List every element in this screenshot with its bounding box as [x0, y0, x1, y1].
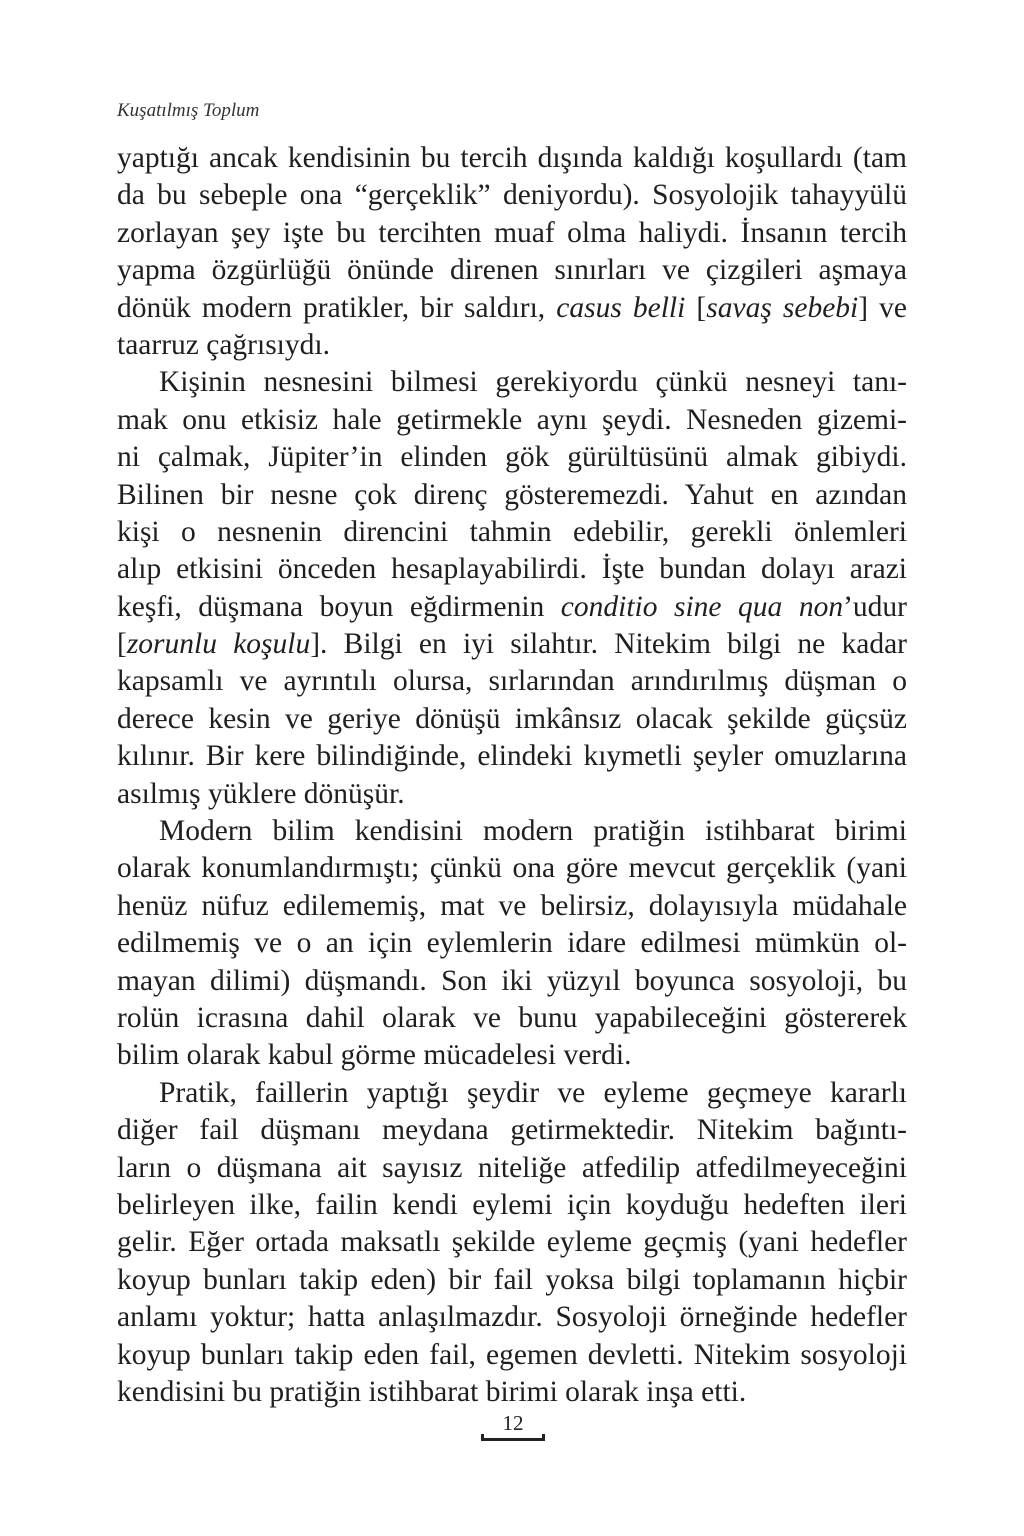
italic-phrase: casus belli [556, 291, 686, 324]
text-segment: ]. Bilgi en iyi silahtır. Nitekim bilgi ne kadar [310, 628, 907, 661]
text-line [117, 1224, 907, 1261]
text-line [117, 1150, 907, 1187]
text-line [117, 177, 907, 214]
text-segment: Modern bilim kendisini modern pratiğin istihbarat birimi [159, 815, 907, 848]
running-head: Kuşatılmış Toplum [117, 100, 260, 121]
text-line [117, 364, 907, 401]
text-line [117, 1337, 907, 1374]
text-line [117, 626, 907, 663]
text-segment: olarak konumlandırmıştı; çünkü ona göre mevcut gerçeklik (yani [117, 852, 907, 885]
text-segment: [ [685, 291, 707, 324]
text-line [117, 140, 907, 177]
text-segment: ların o düşmana ait sayısız niteliğe atfedilip atfedilmeyeceğini [117, 1151, 907, 1184]
text-segment: kişi o nesnenin direncini tahmin edebilir, gerekli önlemleri [117, 515, 907, 548]
text-segment: ] ve [858, 291, 907, 324]
text-segment: zorlayan şey işte bu tercihten muaf olma haliydi. İnsanın tercih [117, 216, 907, 249]
text-segment: ni çalmak, Jüpiter’in elinden gök gürültüsünü almak gibiydi. [117, 441, 907, 474]
text-segment: asılmış yüklere dönüşür. [117, 777, 405, 810]
text-segment: belirleyen ilke, failin kendi eylemi için koyduğu hedeften ileri [117, 1188, 907, 1221]
text-segment: diğer fail düşmanı meydana getirmektedir. Nitekim bağıntı- [117, 1114, 907, 1147]
text-line [117, 215, 907, 252]
folio-rule [481, 1438, 545, 1441]
text-line [117, 963, 907, 1000]
text-line [117, 290, 907, 327]
text-segment: [ [117, 628, 127, 661]
text-segment: kapsamlı ve ayrıntılı olursa, sırlarından arındırılmış düşman o [117, 665, 907, 698]
text-segment: rolün icrasına dahil olarak ve bunu yapabileceğini göstererek [117, 1001, 907, 1034]
text-line [117, 776, 907, 813]
text-segment: dönük modern pratikler, bir saldırı, [117, 291, 557, 324]
text-segment: taarruz çağrısıydı. [117, 328, 330, 361]
text-line [117, 1262, 907, 1299]
text-line [117, 439, 907, 476]
text-segment: keşfi, düşmana boyun eğdirmenin [117, 590, 561, 623]
page-number: 12 [502, 1411, 524, 1435]
text-line [117, 252, 907, 289]
text-segment: mak onu etkisiz hale getirmekle aynı şeydi. Nesneden gizemi- [117, 403, 907, 436]
text-line [117, 402, 907, 439]
text-segment: gelir. Eğer ortada maksatlı şekilde eyleme geçmiş (yani hedefler [117, 1226, 907, 1259]
text-line [117, 327, 907, 364]
text-segment: henüz nüfuz edilememiş, mat ve belirsiz, dolayısıyla müdahale [117, 889, 907, 922]
text-line [117, 1187, 907, 1224]
text-segment: koyup bunları takip eden fail, egemen devletti. Nitekim sosyoloji [117, 1338, 907, 1371]
text-line [117, 1374, 907, 1411]
text-segment: da bu sebeple ona “gerçeklik” deniyordu). Sosyolojik tahayyülü [117, 179, 907, 212]
text-segment: Pratik, faillerin yaptığı şeydir ve eyleme geçmeye kararlı [159, 1076, 907, 1109]
text-segment: yapma özgürlüğü önünde direnen sınırları ve çizgileri aşmaya [117, 254, 907, 287]
text-segment: yaptığı ancak kendisinin bu tercih dışında kaldığı koşullardı (tam [117, 142, 907, 174]
text-segment: derece kesin ve geriye dönüşü imkânsız olacak şekilde güçsüz [117, 702, 907, 735]
text-segment: Kişinin nesnesini bilmesi gerekiyordu çünkü nesneyi tanı- [159, 366, 907, 399]
text-segment: alıp etkisini önceden hesaplayabilirdi. İşte bundan dolayı arazi [117, 553, 907, 586]
text-segment: anlamı yoktur; hatta anlaşılmazdır. Sosyoloji örneğinde hedefler [117, 1301, 907, 1334]
text-line [117, 1075, 907, 1112]
page-number-folio [481, 1413, 545, 1441]
text-line [117, 1037, 907, 1074]
text-line [117, 1299, 907, 1336]
text-line [117, 850, 907, 887]
text-segment: bilim olarak kabul görme mücadelesi verdi. [117, 1039, 632, 1072]
text-line [117, 589, 907, 626]
text-line [117, 663, 907, 700]
italic-phrase: zorunlu koşulu [126, 628, 311, 661]
text-line [117, 1112, 907, 1149]
text-segment: ’udur [843, 590, 907, 623]
text-line [117, 514, 907, 551]
text-segment: edilmemiş ve o an için eylemlerin idare edilmesi mümkün ol- [117, 927, 907, 960]
italic-phrase: conditio sine qua non [560, 590, 844, 623]
text-segment: mayan dilimi) düşmandı. Son iki yüzyıl boyunca sosyoloji, bu [117, 964, 907, 997]
text-segment: Bilinen bir nesne çok direnç gösteremezdi. Yahut en azından [117, 478, 907, 511]
text-segment: koyup bunları takip eden) bir fail yoksa bilgi toplamanın hiçbir [117, 1263, 907, 1296]
text-segment: kendisini bu pratiğin istihbarat birimi olarak inşa etti. [117, 1375, 747, 1408]
text-line [117, 1000, 907, 1037]
text-line [117, 738, 907, 775]
text-line [117, 701, 907, 738]
text-line [117, 813, 907, 850]
body-text [117, 140, 907, 1411]
italic-phrase: savaş sebebi [706, 291, 859, 324]
text-line [117, 477, 907, 514]
text-line [117, 888, 907, 925]
text-line [117, 551, 907, 588]
text-segment: kılınır. Bir kere bilindiğinde, elindeki kıymetli şeyler omuzlarına [117, 740, 907, 773]
text-line [117, 925, 907, 962]
